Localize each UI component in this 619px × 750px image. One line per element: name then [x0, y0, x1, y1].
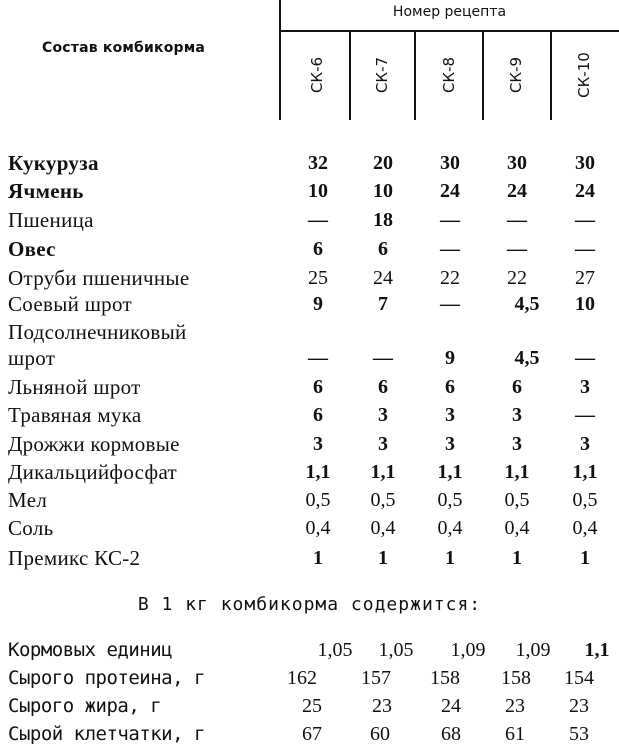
row-value: 0,5 [437, 489, 463, 511]
row-label: Кукуруза [8, 151, 99, 175]
row-value: — [507, 209, 527, 231]
row-value: 20 [373, 152, 393, 174]
row-value: 3 [378, 404, 388, 426]
row-value: 6 [313, 238, 323, 260]
row-value: 1 [580, 547, 590, 569]
table-row [0, 346, 619, 370]
row-value: — [575, 209, 595, 231]
table-row [0, 266, 619, 290]
row-value: 3 [512, 433, 522, 455]
table-row [0, 694, 619, 718]
row-value: 24 [441, 695, 461, 717]
nutrition-title: В 1 кг комбикорма содержится: [137, 594, 482, 615]
row-value: 7 [378, 293, 388, 315]
row-value: 0,5 [305, 489, 331, 511]
row-value: 6 [512, 376, 522, 398]
table-row [0, 292, 619, 316]
row-value: 162 [287, 667, 317, 689]
row-value: — [373, 347, 393, 369]
row-value: 61 [505, 723, 525, 745]
table-row [0, 516, 619, 540]
table-row [0, 151, 619, 175]
row-value: 6 [378, 238, 388, 260]
row-label: Сырого протеина, г [8, 667, 205, 689]
row-label: Отруби пшеничные [8, 266, 190, 290]
row-value: 158 [501, 667, 531, 689]
row-value: 24 [575, 180, 595, 202]
row-value: 0,5 [370, 489, 396, 511]
row-label: шрот [8, 346, 56, 370]
table-row [0, 320, 619, 344]
table-row [0, 208, 619, 232]
composition-header: Состав комбикорма [42, 40, 206, 56]
row-value: — [440, 238, 460, 260]
row-value: 1,09 [450, 639, 486, 661]
row-value: 3 [512, 404, 522, 426]
row-value: 27 [575, 267, 595, 289]
row-value: 0,4 [504, 517, 530, 539]
row-value: 4,5 [514, 347, 540, 369]
recipe-number-header: Номер рецепта [392, 4, 507, 20]
row-value: 3 [313, 433, 323, 455]
row-value: 67 [302, 723, 322, 745]
row-value: 157 [361, 667, 391, 689]
row-value: 68 [441, 723, 461, 745]
row-label: Ячмень [8, 179, 84, 203]
row-value: 24 [440, 180, 460, 202]
row-value: 32 [308, 152, 328, 174]
column-header: СК-9 [507, 56, 525, 94]
column-divider [482, 31, 484, 120]
row-value: 10 [575, 293, 595, 315]
row-value: 6 [313, 376, 323, 398]
row-value: 3 [445, 404, 455, 426]
row-value: — [308, 347, 328, 369]
row-value: 3 [445, 433, 455, 455]
row-value: 3 [580, 376, 590, 398]
row-label: Сырой клетчатки, г [8, 723, 205, 745]
row-value: 1 [445, 547, 455, 569]
row-value: 1,1 [305, 461, 331, 483]
row-value: 6 [445, 376, 455, 398]
table-row [0, 403, 619, 427]
row-value: 158 [430, 667, 460, 689]
column-header: СК-10 [575, 52, 593, 98]
row-label: Дикальцийфосфат [8, 460, 177, 484]
row-value: 3 [378, 433, 388, 455]
row-value: 4,5 [514, 293, 540, 315]
row-value: 23 [505, 695, 525, 717]
row-value: 0,4 [437, 517, 463, 539]
row-value: — [308, 209, 328, 231]
row-label: Премикс КС-2 [8, 546, 141, 570]
table-row [0, 432, 619, 456]
column-header: СК-7 [373, 56, 391, 94]
column-divider [349, 31, 351, 120]
row-value: 53 [569, 723, 589, 745]
row-label: Соевый шрот [8, 292, 132, 316]
table-row [0, 179, 619, 203]
row-label: Кормовых единиц [8, 639, 173, 661]
row-value: 6 [378, 376, 388, 398]
row-value: 30 [507, 152, 527, 174]
row-value: 0,4 [305, 517, 331, 539]
row-value: — [575, 238, 595, 260]
row-value: 1,05 [378, 639, 414, 661]
row-value: 1,1 [370, 461, 396, 483]
row-value: 25 [308, 267, 328, 289]
row-value: 1,09 [515, 639, 551, 661]
row-value: — [507, 238, 527, 260]
row-value: 9 [445, 347, 455, 369]
row-value: 30 [440, 152, 460, 174]
row-value: 23 [569, 695, 589, 717]
row-value: 1,1 [437, 461, 463, 483]
header-divider [279, 0, 281, 120]
table-row [0, 638, 619, 662]
row-value: 0,5 [572, 489, 598, 511]
row-label: Мел [8, 488, 48, 512]
header-rule [280, 30, 619, 32]
row-value: 10 [308, 180, 328, 202]
table-row [0, 237, 619, 261]
row-value: 24 [507, 180, 527, 202]
row-value: 60 [370, 723, 390, 745]
column-header: СК-6 [308, 56, 326, 94]
row-value: 0,5 [504, 489, 530, 511]
row-value: 1,1 [572, 461, 598, 483]
row-value: 22 [440, 267, 460, 289]
row-value: — [440, 209, 460, 231]
row-label: Травяная мука [8, 403, 142, 427]
row-value: 3 [580, 433, 590, 455]
row-value: — [440, 293, 460, 315]
table-row [0, 722, 619, 746]
column-divider [550, 31, 552, 120]
row-value: 6 [313, 404, 323, 426]
row-value: 24 [373, 267, 393, 289]
row-label: Пшеница [8, 208, 94, 232]
row-value: 30 [575, 152, 595, 174]
row-label: Сырого жира, г [8, 695, 162, 717]
row-value: 9 [313, 293, 323, 315]
row-value: 0,4 [370, 517, 396, 539]
table-row [0, 666, 619, 690]
row-value: 18 [373, 209, 393, 231]
row-value: 1,05 [317, 639, 353, 661]
table-row [0, 546, 619, 570]
table-row [0, 375, 619, 399]
row-value: 22 [507, 267, 527, 289]
row-value: 1,1 [504, 461, 530, 483]
row-value: 0,4 [572, 517, 598, 539]
row-label: Овес [8, 237, 56, 261]
row-value: — [575, 404, 595, 426]
row-label: Дрожжи кормовые [8, 432, 180, 456]
row-value: 25 [302, 695, 322, 717]
row-value: 23 [372, 695, 392, 717]
row-value: — [575, 347, 595, 369]
row-label: Соль [8, 516, 54, 540]
row-label: Льняной шрот [8, 375, 141, 399]
column-header: СК-8 [440, 56, 458, 94]
row-value: 10 [373, 180, 393, 202]
row-value: 1 [512, 547, 522, 569]
table-row [0, 460, 619, 484]
table-row [0, 488, 619, 512]
row-label: Подсолнечниковый [8, 320, 187, 344]
row-value: 154 [564, 667, 594, 689]
row-value: 1 [313, 547, 323, 569]
row-value: 1,1 [584, 639, 610, 661]
column-divider [414, 31, 416, 120]
row-value: 1 [378, 547, 388, 569]
